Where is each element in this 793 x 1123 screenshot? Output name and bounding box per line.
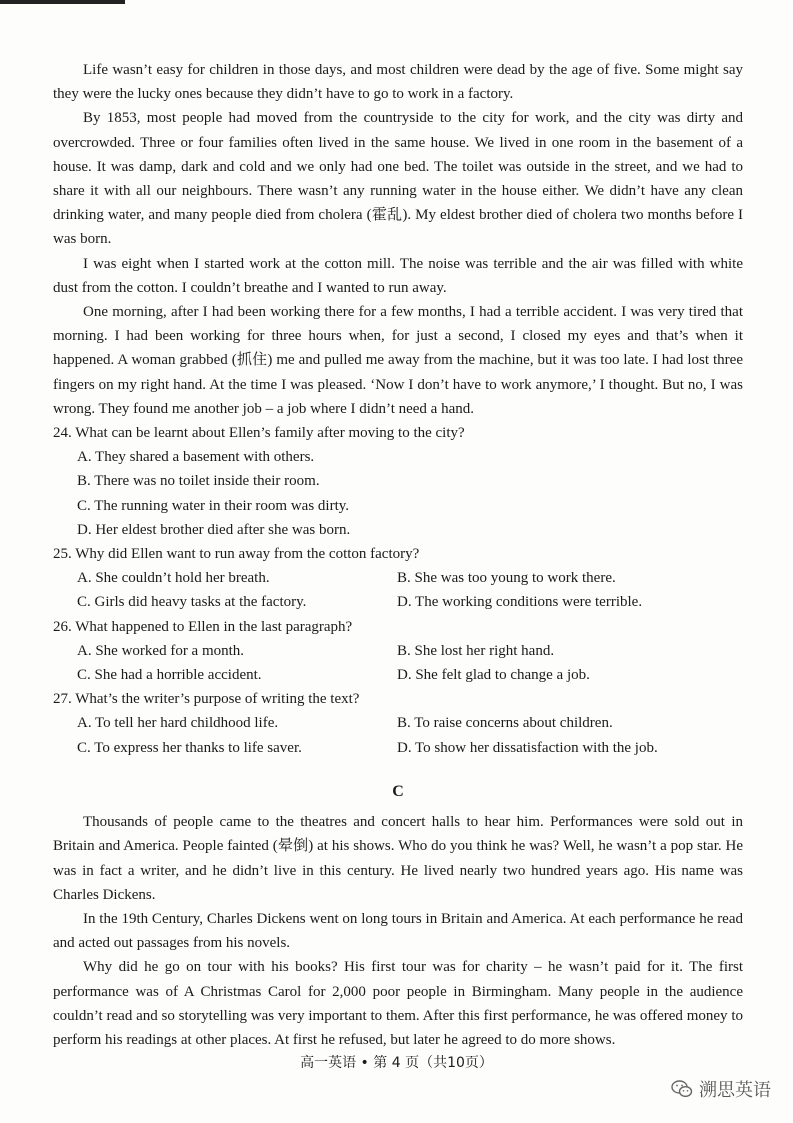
- wechat-icon: [671, 1079, 693, 1099]
- question-stem: 26. What happened to Ellen in the last paragraph?: [53, 618, 353, 635]
- option-d: D. To show her dissatisfaction with the job.: [397, 739, 658, 756]
- paragraph: Thousands of people came to the theatres and concert halls to hear him. Performances were sold out in Britain and America. People fainted (晕倒) at his shows. Who do you think he was? Well, he wasn’t a pop star. He was in fact a writer, and he didn’t live in this century. He lived nearly two hundred years ago. His name was Charles Dickens.: [53, 814, 743, 903]
- option-a: A. To tell her hard childhood life.: [77, 715, 279, 732]
- passage-b: [53, 58, 743, 421]
- question-stem: 24. What can be learnt about Ellen’s family after moving to the city?: [53, 425, 465, 442]
- option-a: A. They shared a basement with others.: [77, 449, 315, 466]
- option-b: B. There was no toilet inside their room.: [77, 473, 320, 490]
- question-stem: 25. Why did Ellen want to run away from the cotton factory?: [53, 546, 420, 563]
- option-d: D. She felt glad to change a job.: [397, 667, 590, 684]
- section-title: C: [392, 782, 404, 800]
- paragraph: By 1853, most people had moved from the countryside to the city for work, and the city was dirty and overcrowded. Three or four families often lived in the same house. We lived in one room in the basement of a house. It was damp, dark and cold and we only had one bed. The toilet was outside in the street, and we had to share it with all our neighbours. There wasn’t any running water in the house either. We didn’t have any clean drinking water, and many people died from cholera (霍乱). My eldest brother died of cholera two months before I was born.: [53, 110, 743, 248]
- question-27: [53, 687, 743, 760]
- option-d: D. Her eldest brother died after she was born.: [77, 521, 351, 538]
- option-b: B. She was too young to work there.: [397, 570, 616, 587]
- page-footer: 高一英语 • 第 4 页（共10页）: [300, 1055, 493, 1071]
- paragraph: Why did he go on tour with his books? His first tour was for charity – he wasn’t paid for it. The first performance was of A Christmas Carol for 2,000 poor people in Birmingham. Many people in the audience couldn’t read and so storytelling was very important to them. After this first performance, he was offered money to perform his readings at other places. At first he refused, but later he agreed to do more shows.: [53, 959, 743, 1048]
- watermark-text: 溯思英语: [699, 1080, 771, 1101]
- paragraph: One morning, after I had been working there for a few months, I had a terrible accident. I was very tired that morning. I had been working for three hours when, for just a second, I closed my eyes and that’s when it happened. A woman grabbed (抓住) me and pulled me away from the machine, but it was too late. I had lost three fingers on my right hand. At the time I was pleased. ‘Now I don’t have to work anymore,’ I thought. But no, I was wrong. They found me another job – a job where I didn’t need a hand.: [53, 304, 743, 417]
- paragraph: Life wasn’t easy for children in those days, and most children were dead by the age of five. Some might say they were the lucky ones because they didn’t have to go to work in a factory.: [53, 62, 743, 103]
- passage-c: [53, 810, 743, 1052]
- question-stem: 27. What’s the writer’s purpose of writing the text?: [53, 691, 360, 708]
- option-c: C. To express her thanks to life saver.: [77, 739, 302, 756]
- question-25: [53, 542, 743, 615]
- question-24: [53, 421, 743, 542]
- option-a: A. She worked for a month.: [77, 642, 245, 659]
- option-c: C. Girls did heavy tasks at the factory.: [77, 594, 307, 611]
- exam-page: [53, 58, 743, 1052]
- option-a: A. She couldn’t hold her breath.: [77, 570, 270, 587]
- question-26: [53, 615, 743, 688]
- watermark: [671, 1076, 771, 1102]
- option-b: B. She lost her right hand.: [397, 642, 555, 659]
- top-edge-bar: [0, 0, 125, 4]
- option-b: B. To raise concerns about children.: [397, 715, 613, 732]
- option-c: C. The running water in their room was dirty.: [77, 497, 350, 514]
- option-c: C. She had a horrible accident.: [77, 667, 262, 684]
- paragraph: I was eight when I started work at the cotton mill. The noise was terrible and the air was filled with white dust from the cotton. I couldn’t breathe and I wanted to run away.: [53, 255, 743, 296]
- option-d: D. The working conditions were terrible.: [397, 594, 643, 611]
- paragraph: In the 19th Century, Charles Dickens went on long tours in Britain and America. At each performance he read and acted out passages from his novels.: [53, 910, 743, 952]
